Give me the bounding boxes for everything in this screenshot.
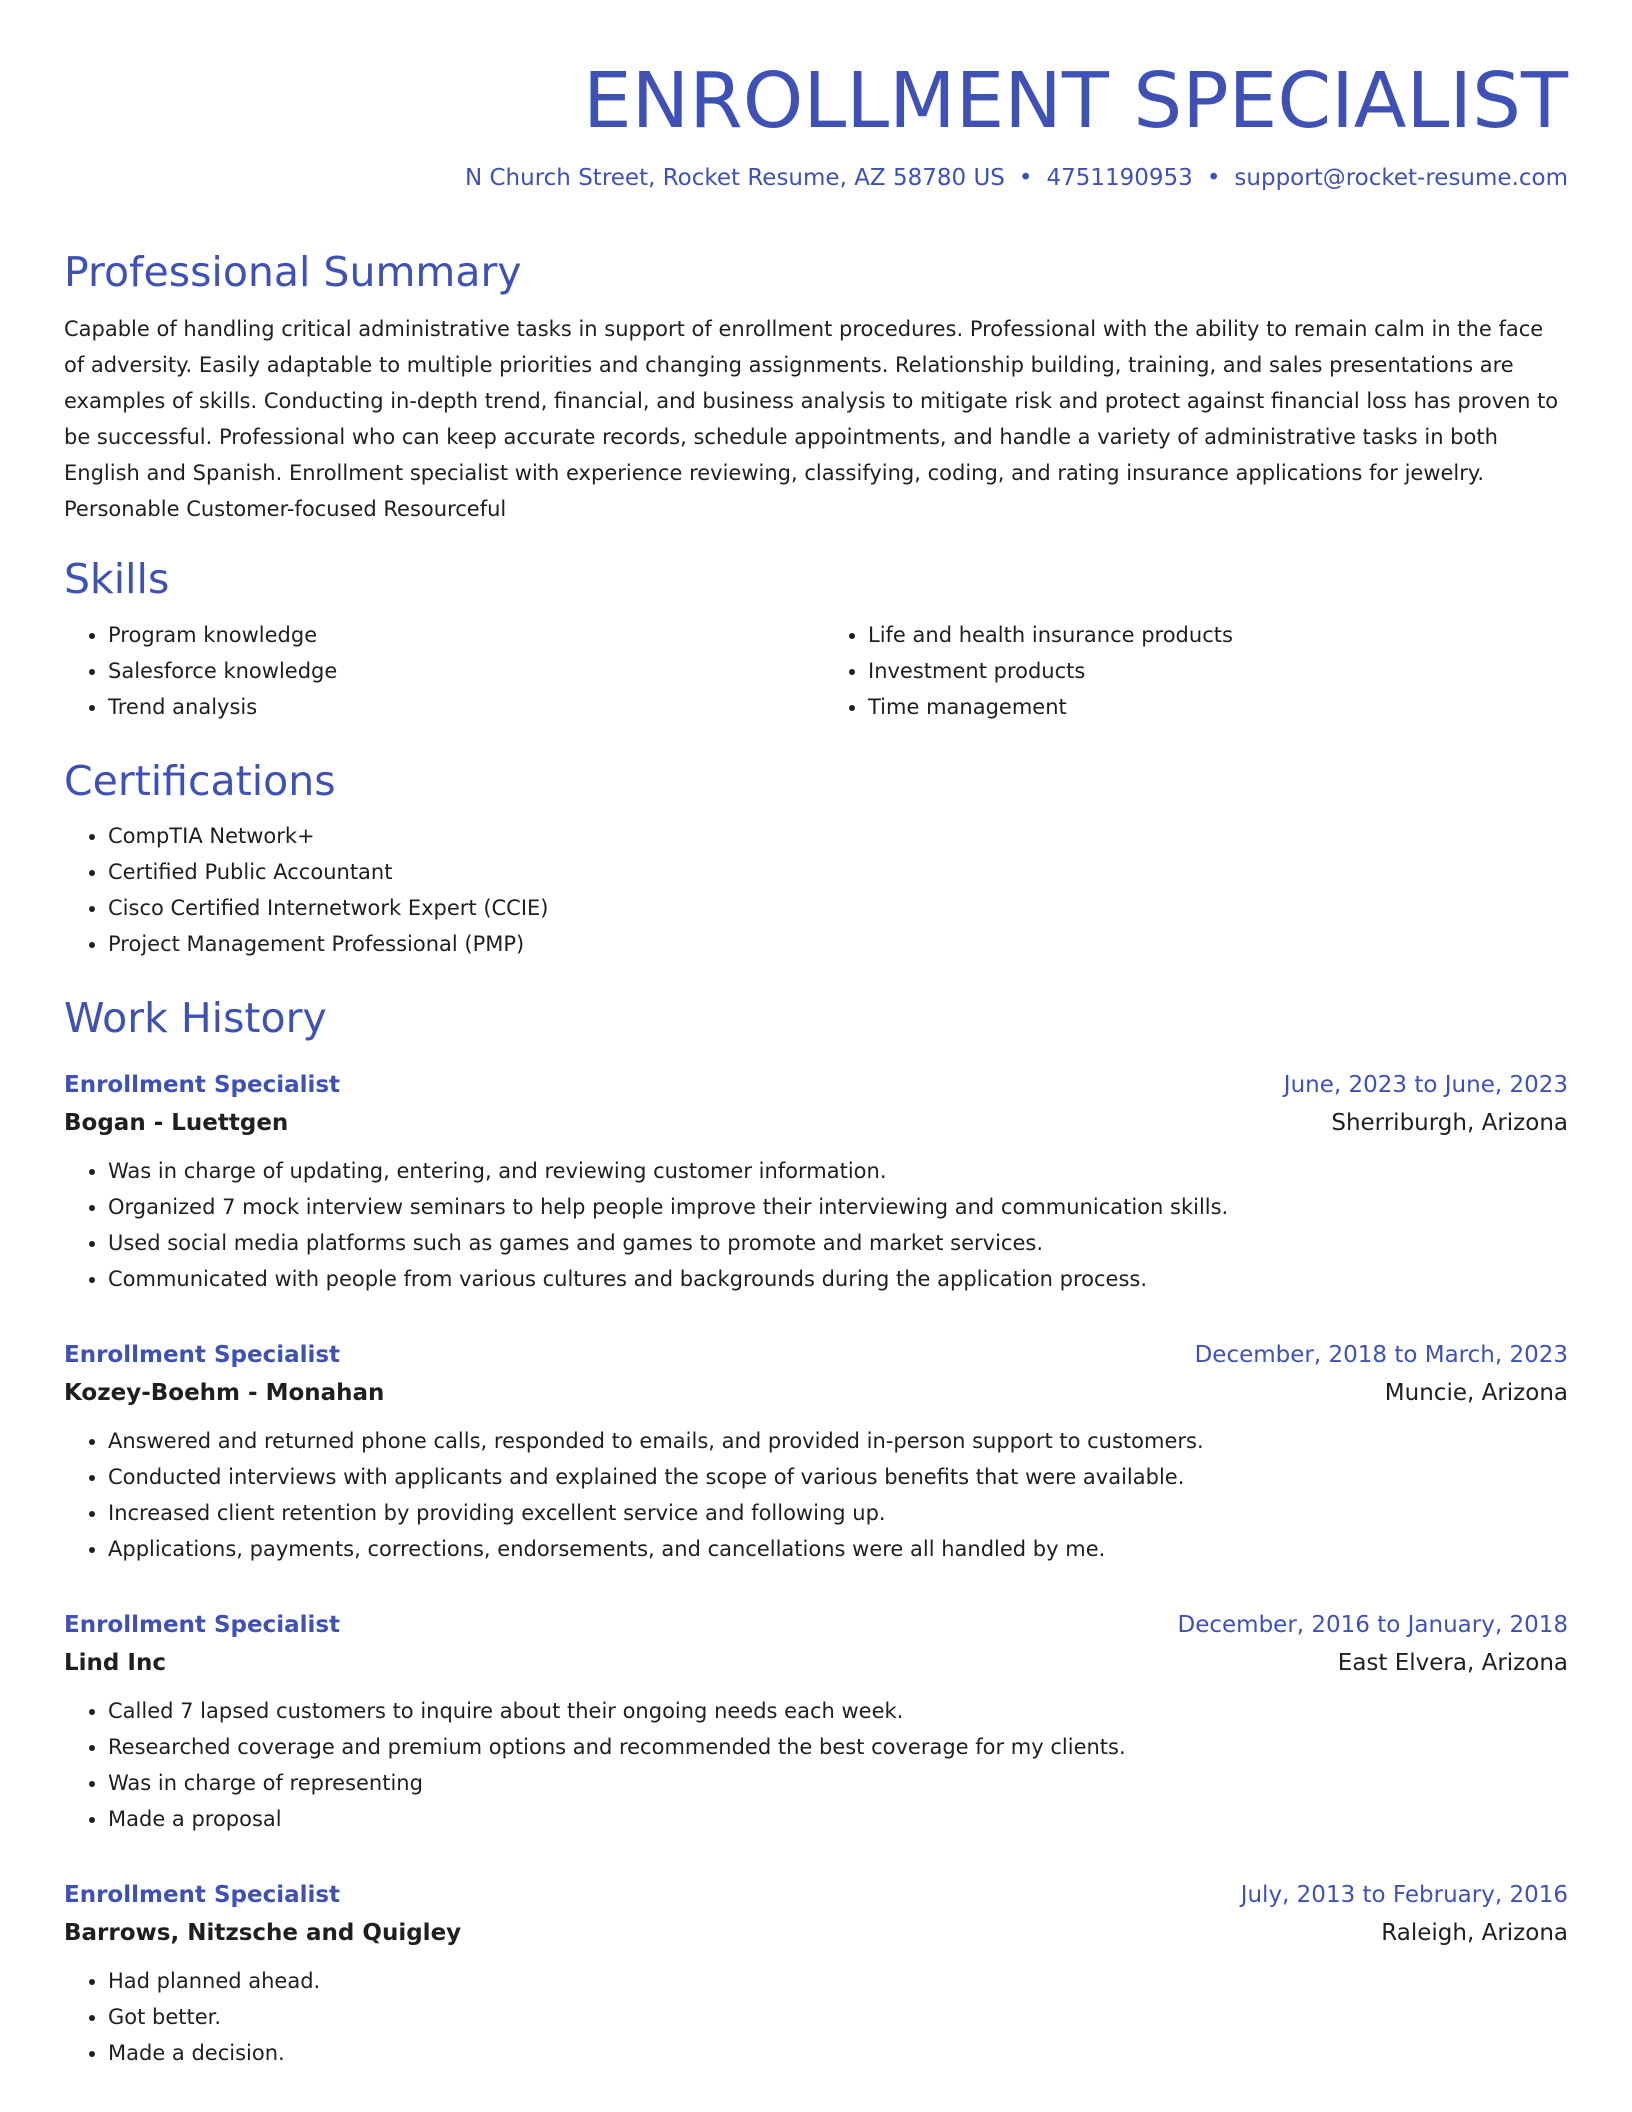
- job-entry: [64, 1877, 1568, 2071]
- job-entry: [64, 1337, 1568, 1567]
- job-bullets: [64, 1423, 1568, 1567]
- company-name: Kozey-Boehm - Monahan: [64, 1380, 385, 1407]
- phone-text: 4751190953: [1046, 165, 1193, 192]
- job-dates: June, 2023 to June, 2023: [1283, 1072, 1568, 1099]
- job-company-row: [64, 1103, 1568, 1143]
- job-bullet: • Researched coverage and premium options and recommended the best coverage for my clients.: [108, 1729, 1568, 1765]
- company-name: Bogan - Luettgen: [64, 1110, 289, 1137]
- certifications-heading: Certifications: [64, 756, 336, 805]
- job-bullet: • Got better.: [108, 1999, 1568, 2035]
- certification-item: • CompTIA Network+: [108, 818, 1568, 854]
- certification-item: • Project Management Professional (PMP): [108, 926, 1568, 962]
- job-bullet: • Called 7 lapsed customers to inquire about their ongoing needs each week.: [108, 1693, 1568, 1729]
- job-bullets: [64, 1153, 1568, 1297]
- job-bullet: • Communicated with people from various cultures and backgrounds during the application process.: [108, 1261, 1568, 1297]
- job-bullet: • Used social media platforms such as games and games to promote and market services.: [108, 1225, 1568, 1261]
- resume-page: [64, 0, 1568, 2071]
- candidate-name: ENROLLMENT SPECIALIST: [583, 57, 1568, 146]
- job-bullet: • Had planned ahead.: [108, 1963, 1568, 1999]
- separator-dot: •: [1018, 165, 1033, 192]
- address-text: N Church Street, Rocket Resume, AZ 58780 US: [464, 165, 1005, 192]
- job-title: Enrollment Specialist: [64, 1882, 341, 1909]
- skill-item: • Time management: [868, 689, 1568, 725]
- job-entry: [64, 1067, 1568, 1297]
- skills-list: [64, 605, 1568, 725]
- summary-text: Capable of handling critical administrative tasks in support of enrollment procedures. Professional with the ability to remain calm in the face of adversity. Easily adaptable to multiple priorities and changing assignments. Relationship building, training, and sales presentations are examples of skills. Conducting in-depth trend, financial, and business analysis to mitigate risk and protect against financial loss has proven to be successful. Professional who can keep accurate records, schedule appointments, and handle a variety of administrative tasks in both English and Spanish. Enrollment specialist with experience reviewing, classifying, coding, and rating insurance applications for jewelry. Personable Customer-focused Resourceful: [64, 317, 1559, 522]
- skill-item: • Program knowledge: [108, 617, 808, 653]
- job-bullet: • Organized 7 mock interview seminars to help people improve their interviewing and communication skills.: [108, 1189, 1568, 1225]
- job-bullet: • Applications, payments, corrections, endorsements, and cancellations were all handled by me.: [108, 1531, 1568, 1567]
- job-bullet: • Was in charge of representing: [108, 1765, 1568, 1801]
- job-company-row: [64, 1913, 1568, 1953]
- certification-item: • Certified Public Accountant: [108, 854, 1568, 890]
- summary-heading: Professional Summary: [64, 248, 522, 297]
- job-title-row: [64, 1607, 1568, 1643]
- job-bullet: • Conducted interviews with applicants and explained the scope of various benefits that were available.: [108, 1459, 1568, 1495]
- job-location: Raleigh, Arizona: [1381, 1920, 1568, 1947]
- skills-heading: Skills: [64, 555, 170, 604]
- job-bullet: • Answered and returned phone calls, responded to emails, and provided in-person support to customers.: [108, 1423, 1568, 1459]
- resume-header: [64, 0, 1568, 194]
- email-link[interactable]: support@rocket-resume.com: [1234, 165, 1568, 192]
- job-location: Sherriburgh, Arizona: [1331, 1110, 1568, 1137]
- company-name: Lind Inc: [64, 1650, 166, 1677]
- job-entry: [64, 1607, 1568, 1837]
- job-bullet: • Was in charge of updating, entering, and reviewing customer information.: [108, 1153, 1568, 1189]
- job-title-row: [64, 1337, 1568, 1373]
- job-bullet: • Increased client retention by providing excellent service and following up.: [108, 1495, 1568, 1531]
- job-title-row: [64, 1877, 1568, 1913]
- job-dates: July, 2013 to February, 2016: [1240, 1882, 1568, 1909]
- skill-item: • Trend analysis: [108, 689, 808, 725]
- job-title: Enrollment Specialist: [64, 1072, 341, 1099]
- job-bullet: • Made a proposal: [108, 1801, 1568, 1837]
- skills-column-right: [824, 617, 1568, 725]
- certifications-list: [64, 818, 1568, 962]
- work-history-heading: Work History: [64, 993, 327, 1042]
- job-location: East Elvera, Arizona: [1337, 1650, 1568, 1677]
- job-bullets: [64, 1963, 1568, 2071]
- company-name: Barrows, Nitzsche and Quigley: [64, 1920, 462, 1947]
- job-dates: December, 2018 to March, 2023: [1194, 1342, 1568, 1369]
- contact-line: [64, 162, 1568, 194]
- separator-dot: •: [1206, 165, 1221, 192]
- job-company-row: [64, 1643, 1568, 1683]
- certification-item: • Cisco Certified Internetwork Expert (CCIE): [108, 890, 1568, 926]
- job-location: Muncie, Arizona: [1384, 1380, 1568, 1407]
- skills-column-left: [64, 617, 808, 725]
- job-dates: December, 2016 to January, 2018: [1177, 1612, 1568, 1639]
- job-title-row: [64, 1067, 1568, 1103]
- skill-item: • Investment products: [868, 653, 1568, 689]
- job-bullet: • Made a decision.: [108, 2035, 1568, 2071]
- job-bullets: [64, 1693, 1568, 1837]
- job-company-row: [64, 1373, 1568, 1413]
- job-title: Enrollment Specialist: [64, 1342, 341, 1369]
- job-title: Enrollment Specialist: [64, 1612, 341, 1639]
- skill-item: • Life and health insurance products: [868, 617, 1568, 653]
- skill-item: • Salesforce knowledge: [108, 653, 808, 689]
